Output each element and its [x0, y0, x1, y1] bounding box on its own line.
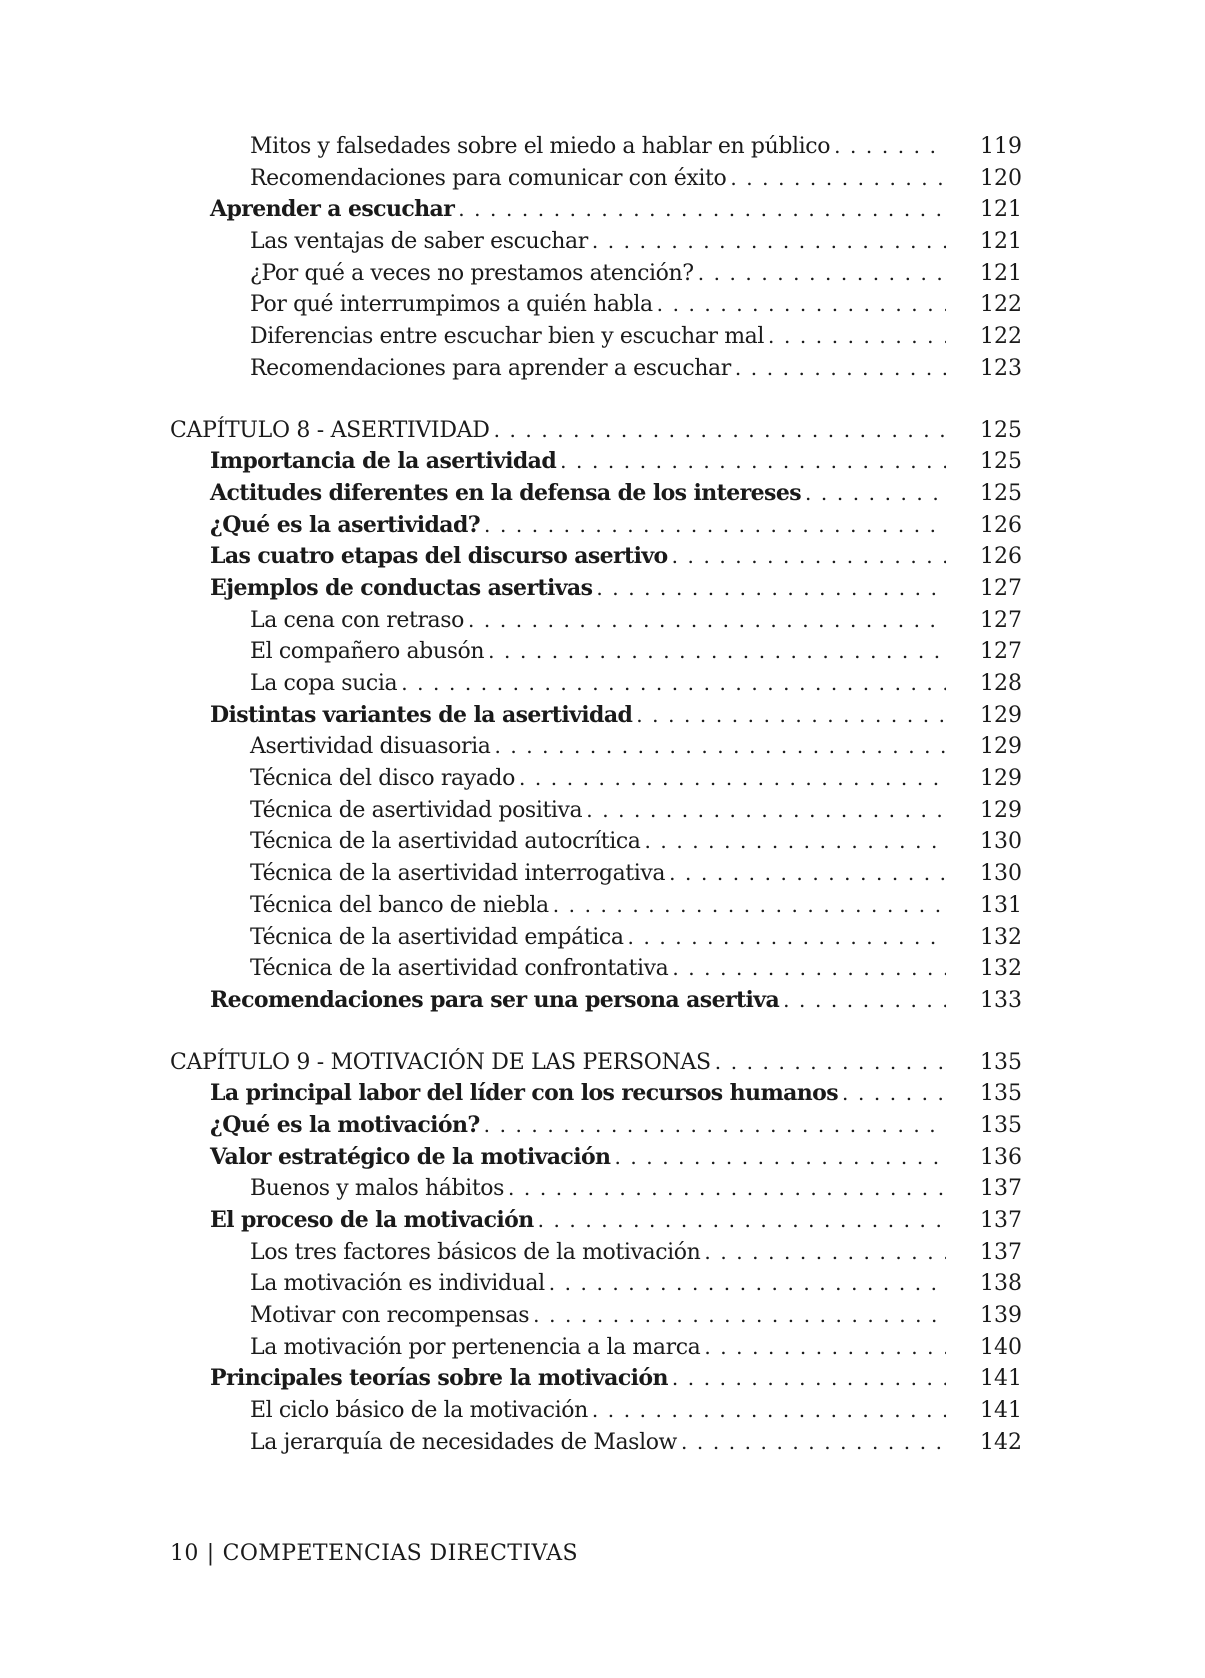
dot-leader — [586, 795, 946, 827]
dot-leader — [657, 289, 946, 321]
dot-leader — [519, 763, 946, 795]
dot-leader — [494, 731, 946, 763]
toc-entry-title: Principales teorías sobre la motivación — [210, 1365, 668, 1392]
toc-entry-page-number: 130 — [980, 861, 1022, 887]
toc-entry-title: La copa sucia — [250, 671, 398, 696]
dot-leader — [614, 1142, 946, 1174]
toc-section-entry — [170, 1142, 1022, 1174]
toc-entry-title: Técnica de asertividad positiva — [250, 797, 583, 823]
toc-entry-title: La motivación por pertenencia a la marca — [250, 1334, 701, 1360]
dot-leader — [533, 1300, 946, 1332]
dot-leader — [672, 953, 946, 985]
toc-entry-title: Recomendaciones para comunicar con éxito — [250, 165, 727, 191]
table-of-contents — [170, 131, 1022, 1489]
toc-entry-title: ¿Qué es la asertividad? — [210, 511, 481, 538]
dot-leader — [553, 890, 946, 922]
toc-entry-page-number: 125 — [980, 449, 1022, 475]
toc-entry-page-number: 132 — [980, 924, 1022, 950]
toc-entry-title: Recomendaciones para aprender a escuchar — [250, 355, 731, 381]
dot-leader — [636, 700, 946, 732]
dot-leader — [549, 1268, 946, 1300]
toc-entry-title: ¿Qué es la motivación? — [210, 1111, 480, 1138]
toc-entry-page-number: 119 — [980, 134, 1022, 159]
toc-entry-page-number: 130 — [980, 829, 1022, 855]
toc-subsection-entry — [170, 163, 1022, 195]
footer-page-number: 10 — [170, 1541, 199, 1566]
toc-section-entry — [170, 700, 1022, 732]
dot-leader — [704, 1332, 946, 1364]
toc-group — [170, 131, 1022, 385]
dot-leader — [508, 1173, 946, 1205]
toc-entry-title: Técnica de la asertividad empática — [250, 924, 624, 950]
toc-section-entry — [170, 1363, 1022, 1395]
toc-entry-page-number: 133 — [980, 987, 1022, 1013]
toc-entry-page-number: 142 — [980, 1429, 1022, 1455]
page-footer — [170, 1541, 578, 1566]
toc-subsection-entry — [170, 289, 1022, 321]
dot-leader — [458, 194, 946, 226]
toc-entry-title: Valor estratégico de la motivación — [210, 1143, 611, 1170]
toc-entry-page-number: 141 — [980, 1366, 1022, 1392]
toc-entry-title: Técnica de la asertividad autocrítica — [250, 829, 641, 855]
toc-entry-title: Importancia de la asertividad — [210, 448, 557, 475]
toc-group — [170, 415, 1022, 1017]
toc-subsection-entry — [170, 731, 1022, 763]
toc-entry-page-number: 140 — [980, 1334, 1022, 1360]
toc-section-entry — [170, 573, 1022, 605]
toc-subsection-entry — [170, 668, 1022, 700]
toc-section-entry — [170, 985, 1022, 1017]
dot-leader — [645, 826, 946, 858]
toc-entry-page-number: 131 — [980, 892, 1022, 918]
toc-entry-page-number: 139 — [980, 1303, 1022, 1329]
dot-leader — [484, 1110, 946, 1142]
footer-separator: | — [206, 1541, 215, 1566]
toc-section-entry — [170, 194, 1022, 226]
dot-leader — [468, 605, 946, 637]
toc-entry-title: Mitos y falsedades sobre el miedo a hablar en público — [250, 134, 831, 159]
toc-group — [170, 1047, 1022, 1459]
toc-entry-page-number: 137 — [980, 1176, 1022, 1202]
toc-entry-title: ¿Por qué a veces no prestamos atención? — [250, 260, 694, 286]
toc-entry-title: Actitudes diferentes en la defensa de los intereses — [210, 479, 801, 506]
toc-subsection-entry — [170, 1395, 1022, 1427]
toc-entry-page-number: 125 — [980, 417, 1022, 443]
toc-entry-title: Motivar con recompensas — [250, 1303, 530, 1329]
toc-subsection-entry — [170, 353, 1022, 385]
dot-leader — [681, 1427, 946, 1459]
dot-leader — [538, 1205, 946, 1237]
toc-subsection-entry — [170, 226, 1022, 258]
dot-leader — [735, 353, 946, 385]
toc-subsection-entry — [170, 1427, 1022, 1459]
toc-entry-title: Las cuatro etapas del discurso asertivo — [210, 543, 668, 570]
toc-entry-title: Aprender a escuchar — [210, 196, 455, 223]
toc-subsection-entry — [170, 1332, 1022, 1364]
toc-entry-title: Diferencias entre escuchar bien y escuchar mal — [250, 324, 765, 350]
toc-entry-page-number: 125 — [980, 480, 1022, 506]
toc-chapter-entry — [170, 1047, 1022, 1079]
dot-leader — [842, 1078, 946, 1110]
toc-subsection-entry — [170, 1237, 1022, 1269]
toc-entry-title: Técnica de la asertividad confrontativa — [250, 956, 669, 982]
toc-entry-page-number: 127 — [980, 575, 1022, 601]
toc-entry-title: La motivación es individual — [250, 1271, 545, 1297]
dot-leader — [560, 446, 946, 478]
toc-entry-page-number: 132 — [980, 956, 1022, 982]
toc-section-entry — [170, 1110, 1022, 1142]
toc-subsection-entry — [170, 1300, 1022, 1332]
toc-entry-page-number: 121 — [980, 197, 1022, 223]
toc-subsection-entry — [170, 258, 1022, 290]
dot-leader — [672, 541, 946, 573]
toc-entry-page-number: 126 — [980, 512, 1022, 538]
toc-entry-page-number: 135 — [980, 1081, 1022, 1107]
dot-leader — [592, 226, 946, 258]
toc-entry-title: Buenos y malos hábitos — [250, 1176, 504, 1202]
toc-entry-page-number: 122 — [980, 324, 1022, 350]
toc-section-entry — [170, 1078, 1022, 1110]
toc-entry-title: Asertividad disuasoria — [250, 734, 491, 760]
toc-entry-page-number: 129 — [980, 734, 1022, 760]
toc-entry-title: Técnica del disco rayado — [250, 766, 515, 792]
toc-entry-page-number: 137 — [980, 1208, 1022, 1233]
toc-subsection-entry — [170, 953, 1022, 985]
toc-entry-page-number: 141 — [980, 1398, 1022, 1424]
toc-subsection-entry — [170, 858, 1022, 890]
toc-entry-page-number: 137 — [980, 1239, 1022, 1265]
toc-entry-page-number: 126 — [980, 544, 1022, 570]
toc-subsection-entry — [170, 795, 1022, 827]
toc-subsection-entry — [170, 1173, 1022, 1205]
toc-subsection-entry — [170, 321, 1022, 353]
toc-entry-title: Por qué interrumpimos a quién habla — [250, 292, 653, 318]
toc-section-entry — [170, 478, 1022, 510]
toc-entry-title: Recomendaciones para ser una persona asertiva — [210, 986, 780, 1013]
toc-entry-page-number: 121 — [980, 260, 1022, 286]
toc-entry-title: Distintas variantes de la asertividad — [210, 701, 633, 728]
toc-subsection-entry — [170, 131, 1022, 163]
dot-leader — [704, 1237, 946, 1269]
dot-leader — [715, 1047, 946, 1079]
toc-entry-title: La cena con retraso — [250, 607, 465, 633]
toc-entry-title: Los tres factores básicos de la motivación — [250, 1239, 701, 1265]
toc-entry-title: El ciclo básico de la motivación — [250, 1398, 588, 1424]
toc-entry-page-number: 129 — [980, 702, 1022, 728]
toc-entry-title: La principal labor del líder con los recursos humanos — [210, 1080, 839, 1107]
toc-entry-title: El compañero abusón — [250, 639, 485, 665]
dot-leader — [401, 668, 946, 700]
toc-entry-page-number: 129 — [980, 766, 1022, 792]
toc-entry-title: CAPÍTULO 9 - MOTIVACIÓN DE LAS PERSONAS — [170, 1049, 711, 1075]
toc-entry-title: Técnica de la asertividad interrogativa — [250, 861, 666, 887]
toc-entry-title: CAPÍTULO 8 - ASERTIVIDAD — [170, 417, 490, 443]
dot-leader — [768, 321, 946, 353]
toc-subsection-entry — [170, 890, 1022, 922]
dot-leader — [494, 415, 946, 447]
toc-subsection-entry — [170, 1268, 1022, 1300]
toc-entry-page-number: 120 — [980, 165, 1022, 191]
toc-entry-page-number: 129 — [980, 797, 1022, 823]
toc-subsection-entry — [170, 636, 1022, 668]
toc-entry-page-number: 123 — [980, 355, 1022, 381]
footer-book-title: COMPETENCIAS DIRECTIVAS — [222, 1541, 579, 1566]
dot-leader — [669, 858, 946, 890]
dot-leader — [628, 922, 946, 954]
dot-leader — [672, 1363, 946, 1395]
toc-entry-page-number: 135 — [980, 1049, 1022, 1075]
toc-entry-page-number: 127 — [980, 639, 1022, 665]
toc-section-entry — [170, 510, 1022, 542]
toc-entry-title: Técnica del banco de niebla — [250, 892, 549, 918]
toc-section-entry — [170, 1205, 1022, 1237]
toc-entry-page-number: 121 — [980, 229, 1022, 255]
toc-subsection-entry — [170, 922, 1022, 954]
dot-leader — [805, 478, 946, 510]
toc-entry-title: Las ventajas de saber escuchar — [250, 229, 588, 255]
toc-chapter-entry — [170, 415, 1022, 447]
dot-leader — [834, 131, 946, 163]
toc-entry-title: El proceso de la motivación — [210, 1207, 534, 1233]
toc-entry-title: Ejemplos de conductas asertivas — [210, 574, 593, 601]
toc-entry-page-number: 138 — [980, 1271, 1022, 1297]
dot-leader — [698, 258, 946, 290]
toc-section-entry — [170, 446, 1022, 478]
dot-leader — [596, 573, 946, 605]
toc-subsection-entry — [170, 826, 1022, 858]
toc-entry-page-number: 122 — [980, 292, 1022, 318]
toc-subsection-entry — [170, 605, 1022, 637]
toc-entry-page-number: 128 — [980, 671, 1022, 696]
toc-section-entry — [170, 541, 1022, 573]
dot-leader — [592, 1395, 946, 1427]
toc-entry-page-number: 136 — [980, 1144, 1022, 1170]
dot-leader — [730, 163, 946, 195]
toc-subsection-entry — [170, 763, 1022, 795]
toc-entry-page-number: 135 — [980, 1112, 1022, 1138]
toc-entry-title: La jerarquía de necesidades de Maslow — [250, 1429, 677, 1455]
toc-entry-page-number: 127 — [980, 607, 1022, 633]
dot-leader — [783, 985, 946, 1017]
dot-leader — [488, 636, 946, 668]
dot-leader — [484, 510, 946, 542]
